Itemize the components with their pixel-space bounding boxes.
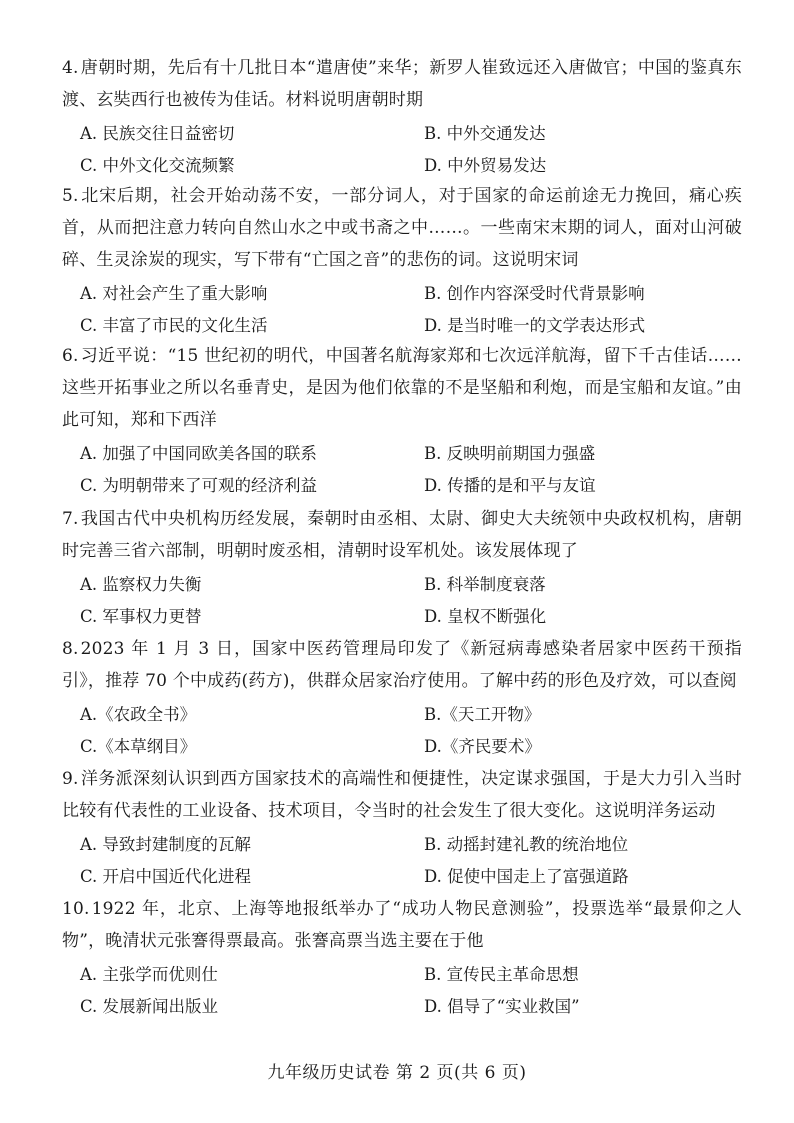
question-number: 6.	[62, 346, 79, 366]
question-text: 我国古代中央机构历经发展，秦朝时由丞相、太尉、御史大夫统领中央政权机构，唐朝时完善三省六部制，明朝时废丞相，清朝时设军机处。该发展体现了	[62, 509, 742, 561]
options	[62, 278, 742, 342]
option-d: D. 传播的是和平与友谊	[424, 476, 596, 495]
question-stem	[62, 893, 742, 957]
question-8	[62, 633, 742, 763]
question-stem	[62, 763, 742, 827]
option-b: B.《天工开物》	[424, 705, 541, 724]
question-10	[62, 893, 742, 1023]
option-b: B. 科举制度衰落	[424, 575, 546, 594]
option-d: D. 倡导了“实业救国”	[424, 997, 580, 1016]
option-a: A. 对社会产生了重大影响	[80, 284, 268, 303]
option-c: C. 为明朝带来了可观的经济利益	[80, 476, 318, 495]
option-b: B. 宣传民主革命思想	[424, 965, 579, 984]
question-text: 唐朝时期，先后有十几批日本“遣唐使”来华；新罗人崔致远还入唐做官；中国的鉴真东渡、玄奘西行也被传为佳话。材料说明唐朝时期	[62, 58, 742, 110]
option-c: C. 开启中国近代化进程	[80, 867, 252, 886]
option-b: B. 反映明前期国力强盛	[424, 444, 596, 463]
option-a: A.《农政全书》	[80, 705, 197, 724]
option-a: A. 加强了中国同欧美各国的联系	[80, 444, 317, 463]
option-d: D. 促使中国走上了富强道路	[424, 867, 629, 886]
question-number: 7.	[62, 509, 79, 529]
option-d: D.《齐民要术》	[424, 737, 541, 756]
option-c: C. 发展新闻出版业	[80, 997, 219, 1016]
question-text: 1922 年，北京、上海等地报纸举办了“成功人物民意测验”，投票选举“最景仰之人物”，晚清状元张謇得票最高。张謇高票当选主要在于他	[62, 899, 742, 951]
question-text: 洋务派深刻认识到西方国家技术的高端性和便捷性，决定谋求强国，于是大力引入当时比较有代表性的工业设备、技术项目，令当时的社会发生了很大变化。这说明洋务运动	[62, 769, 742, 821]
option-b: B. 创作内容深受时代背景影响	[424, 284, 645, 303]
option-c: C. 军事权力更替	[80, 607, 202, 626]
question-7	[62, 503, 742, 633]
question-number: 5.	[62, 186, 79, 206]
question-stem	[62, 633, 742, 697]
question-stem	[62, 340, 742, 436]
option-b: B. 中外交通发达	[424, 124, 546, 143]
question-text: 习近平说：“15 世纪初的明代，中国著名航海家郑和七次远洋航海，留下千古佳话……这些开拓事业之所以名垂青史，是因为他们依靠的不是坚船和利炮，而是宝船和友谊。”由此可知，郑和下西洋	[62, 346, 742, 430]
option-a: A. 主张学而优则仕	[80, 965, 218, 984]
option-a: A. 监察权力失衡	[80, 575, 202, 594]
question-9	[62, 763, 742, 893]
options	[62, 699, 742, 763]
option-c: C. 丰富了市民的文化生活	[80, 316, 268, 335]
options	[62, 118, 742, 182]
option-a: A. 民族交往日益密切	[80, 124, 235, 143]
question-stem	[62, 52, 742, 116]
option-d: D. 皇权不断强化	[424, 607, 547, 626]
option-c: C. 中外文化交流频繁	[80, 156, 235, 175]
option-a: A. 导致封建制度的瓦解	[80, 835, 251, 854]
question-text: 北宋后期，社会开始动荡不安，一部分词人，对于国家的命运前途无力挽回，痛心疾首，从而把注意力转向自然山水之中或书斋之中……。一些南宋末期的词人，面对山河破碎、生灵涂炭的现实，写下带有“亡国之音”的悲伤的词。这说明宋词	[62, 186, 742, 270]
option-d: D. 是当时唯一的文学表达形式	[424, 316, 646, 335]
question-number: 4.	[62, 58, 79, 78]
options	[62, 959, 742, 1023]
options	[62, 438, 742, 502]
question-stem	[62, 503, 742, 567]
question-number: 9.	[62, 769, 79, 789]
question-number: 10.	[62, 899, 90, 919]
question-stem	[62, 180, 742, 276]
options	[62, 829, 742, 893]
page-footer: 九年级历史试卷 第 2 页(共 6 页)	[267, 1063, 527, 1083]
options	[62, 569, 742, 633]
option-c: C.《本草纲目》	[80, 737, 197, 756]
question-number: 8.	[62, 639, 79, 659]
question-6	[62, 340, 742, 502]
question-text: 2023 年 1 月 3 日，国家中医药管理局印发了《新冠病毒感染者居家中医药干预指引》，推荐 70 个中成药(药方)，供群众居家治疗使用。了解中药的形色及疗效，可以查阅	[62, 639, 742, 691]
question-5	[62, 180, 742, 342]
option-b: B. 动摇封建礼教的统治地位	[424, 835, 629, 854]
question-4	[62, 52, 742, 182]
option-d: D. 中外贸易发达	[424, 156, 547, 175]
